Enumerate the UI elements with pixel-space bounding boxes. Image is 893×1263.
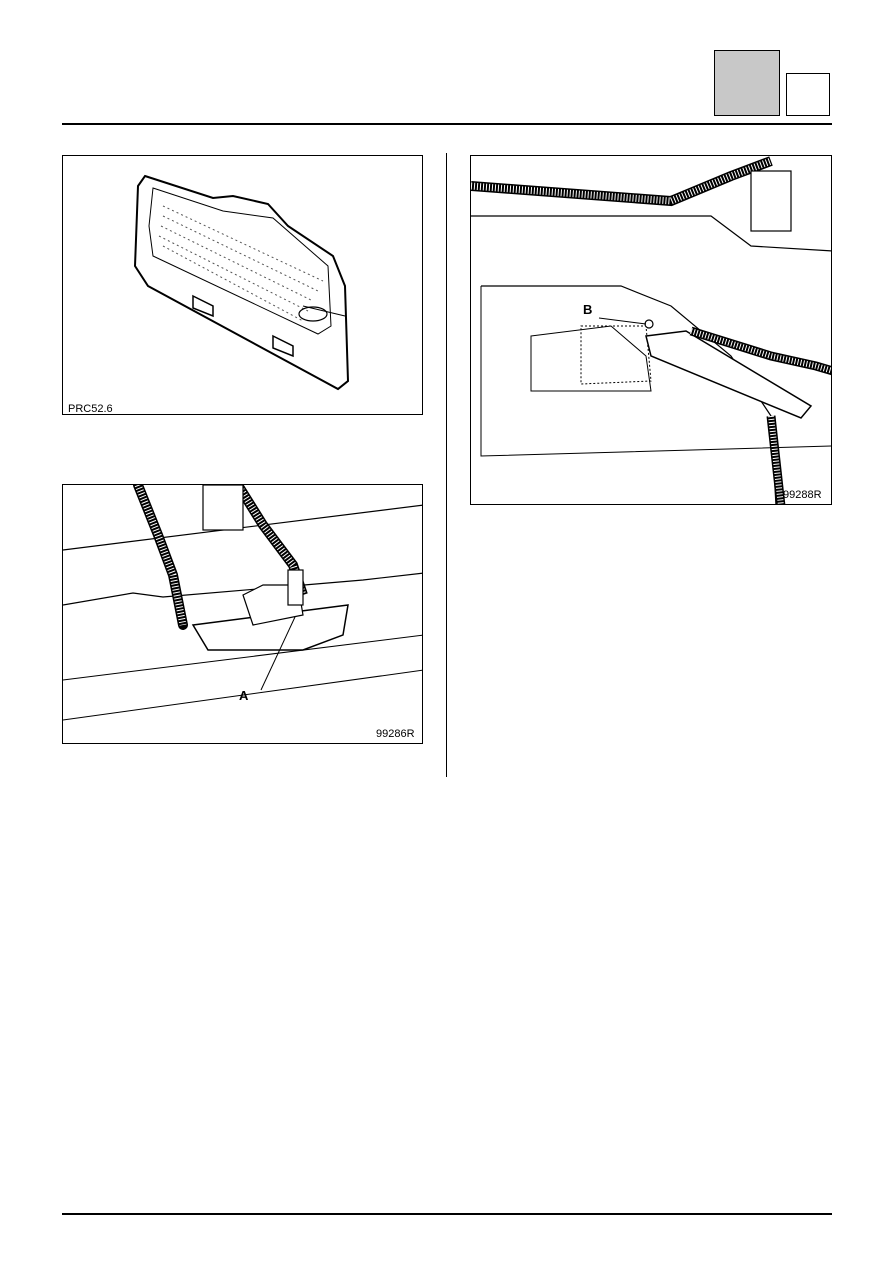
trim-panel-illustration — [63, 156, 423, 415]
column-divider — [446, 153, 447, 777]
header-rule — [62, 123, 832, 125]
figure-trim-panel — [62, 155, 423, 415]
section-tab-gray — [714, 50, 780, 116]
door-interior-illustration — [471, 156, 832, 505]
figure-lock-mechanism — [62, 484, 423, 744]
figure-reference: PRC52.6 — [68, 403, 113, 415]
lock-mechanism-illustration — [63, 485, 423, 744]
callout-label-b: B — [583, 302, 593, 317]
footer-rule — [62, 1213, 832, 1215]
figure-reference: 99288R — [783, 489, 822, 501]
figure-door-interior — [470, 155, 832, 505]
callout-label-a: A — [239, 688, 249, 703]
figure-reference: 99286R — [376, 728, 415, 740]
section-tab-white — [786, 73, 830, 116]
